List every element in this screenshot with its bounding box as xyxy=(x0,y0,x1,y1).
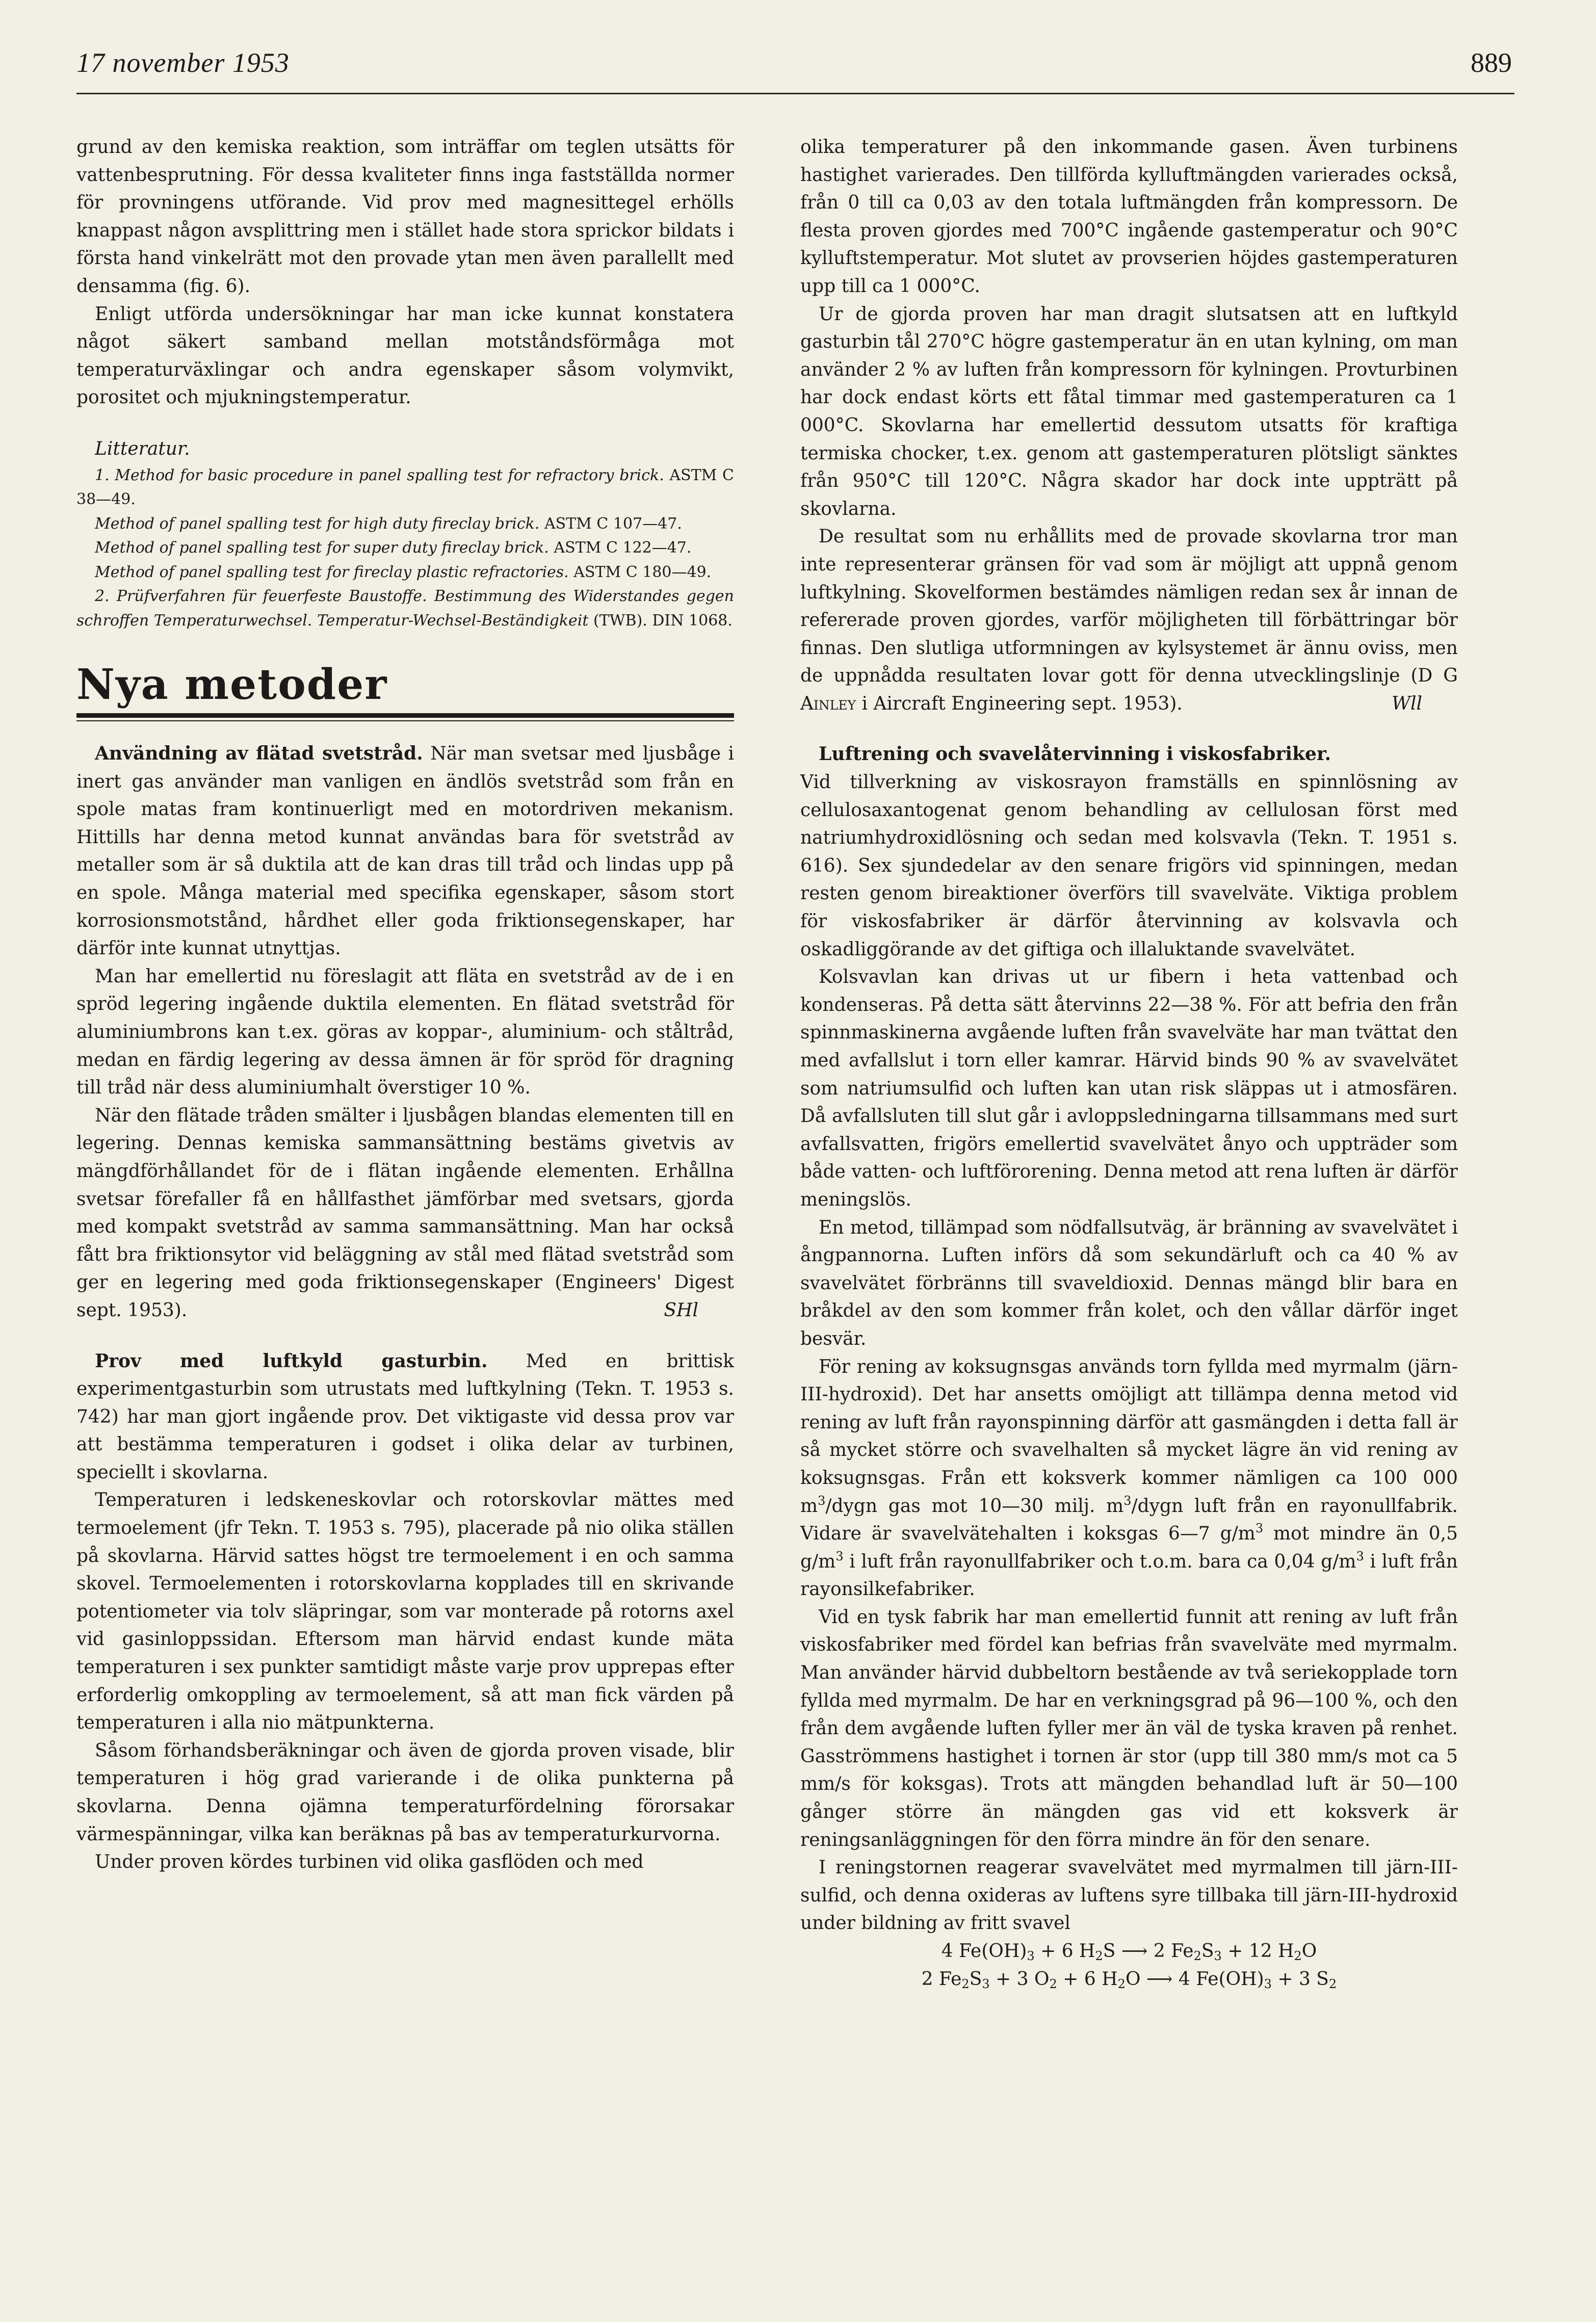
text-run: i luft från rayonullfabriker och t.o.m. bara ca 0,04 g/m xyxy=(843,1551,1356,1572)
paragraph: Kolsvavlan kan drivas ut ur fibern i heta vattenbad och kondenseras. På detta sätt återvinns 22—38 %. För att befria den från spinnmaskinerna avgående luften från svavelväte har man tvättat den med avfallslut i torn eller kamrar. Härvid binds 90 % av svavelvätet som natriumsulfid och luften kan utan risk släppas ut i atmosfären. Då avfallsluten till slut går i avloppsledningarna tillsammans med surt avfallsvatten, frigörs emellertid svavelvätet ånyo och uppträder som både vatten- och luftförorening. Denna metod att rena luften är därför meningslös. xyxy=(800,967,1458,1210)
literature-heading: Litteratur. xyxy=(95,438,190,459)
formula-part: S ⟶ 2 Fe xyxy=(1103,1941,1194,1962)
author-name: Ainley xyxy=(800,693,856,714)
reference-title: Method of panel spalling test for super duty fireclay brick. xyxy=(95,539,549,557)
subscript: 2 xyxy=(1193,1949,1201,1963)
article-text: i Aircraft Engineering sept. 1953). xyxy=(861,693,1183,714)
formula-part: + 3 O xyxy=(989,1968,1050,1990)
subscript: 2 xyxy=(1049,1976,1057,1991)
superscript: 3 xyxy=(1255,1521,1264,1536)
paragraph xyxy=(800,1353,1458,1604)
formula-part: + 6 H xyxy=(1057,1968,1118,1990)
article-paragraph xyxy=(76,740,734,963)
article-paragraph xyxy=(800,740,1458,769)
reference-item xyxy=(76,560,734,585)
paragraph: grund av den kemiska reaktion, som inträffar om teglen utsätts för vattenbesprutning. För dessa kvaliteter finns inga fastställda normer för provningens utförande. Vid prov med magnesittegel erhölls knappast någon avsplittring men i stället hade stora sprickor bildats i första hand vinkelrätt mot den provade ytan men även parallellt med densamma (fig. 6). xyxy=(76,137,734,297)
text-run: mot mindre än 0,5 g/m xyxy=(800,1523,1458,1572)
formula-part: + 6 H xyxy=(1034,1941,1095,1962)
paragraph: Man har emellertid nu föreslagit att fläta en svetstråd av de i en spröd legering ingående duktila elementen. En flätad svetstråd för aluminiumbrons kan t.ex. göras av koppar-, aluminium- och ståltråd, medan en färdig legering av dessa ämnen är för spröd för dragning till tråd när dess aluminiumhalt överstiger 10 %. xyxy=(76,966,734,1099)
paragraph: Enligt utförda undersökningar har man icke kunnat konstatera något säkert samband mellan motståndsförmåga mot temperaturväxlingar och andra egenskaper såsom volymvikt, porositet och mjukningstemperatur. xyxy=(76,303,734,408)
article-text: När den flätade tråden smälter i ljusbågen blandas elementen till en legering. Dennas kemiska sammansättning bestäms givetvis av mängdförhållandet för de i flätan ingående elementen. Erhållna svetsar förefaller få en hållfasthet jämförbar med svetsars, gjorda med kompakt svetstråd av samma sammansättning. Man har också fått bra friktionsytor vid beläggning av stål med flätad svetstråd som ger en legering med goda friktionsegenskaper (Engineers' Digest sept. 1953). xyxy=(76,1105,734,1321)
subscript: 2 xyxy=(1328,1976,1337,1991)
reference-code: (TWB). DIN 1068. xyxy=(593,611,732,630)
article-heading: Luftrening och svavelåtervinning i viskosfabriker. xyxy=(819,743,1331,765)
section-rule-thick xyxy=(76,713,734,718)
paragraph: Vid tillverkning av viskosrayon framställs en spinnlösning av cellulosaxantogenat genom behandling av cellulosan först med natriumhydroxidlösning och sedan med kolsvavla (Tekn. T. 1951 s. 616). Sex sjundedelar av den senare frigörs vid spinningen, medan resten genom bireaktioner överförs till svavelväte. Viktiga problem för viskosfabriker är därför återvinning av kolsvavla och oskadliggörande av det giftiga och illaluktande svavelvätet. xyxy=(800,772,1458,960)
reference-code: ASTM C 122—47. xyxy=(554,539,692,557)
author-signature: Wll xyxy=(1391,693,1422,714)
header-rule xyxy=(76,93,1514,94)
reference-code: ASTM C 107—47. xyxy=(544,514,682,533)
formula-part: S xyxy=(969,1968,982,1990)
formula-part: 2 Fe xyxy=(921,1968,962,1990)
text-run: i luft från rayonsilkefabriker. xyxy=(800,1551,1458,1600)
text-run: /dygn gas mot 10—30 milj. m xyxy=(825,1495,1124,1517)
superscript: 3 xyxy=(835,1549,844,1563)
paragraph: Temperaturen i ledskeneskovlar och rotorskovlar mättes med termoelement (jfr Tekn. T. 1953 s. 795), placerade på nio olika ställen på skovlarna. Härvid sattes högst tre termoelement i en och samma skovel. Termoelementen i rotorskovlarna kopplades till en skrivande potentiometer via tolv släpringar, som var monterade på rotorns axel vid gasinloppssidan. Eftersom man härvid endast kunde mäta temperaturen i sex punkter samtidigt måste varje prov upprepas efter erforderlig omkoppling av termoelement, så att man fick värden på temperaturen i alla nio mätpunkterna. xyxy=(76,1490,734,1734)
subscript: 3 xyxy=(1027,1949,1035,1963)
subscript: 3 xyxy=(982,1976,990,1991)
paragraph: En metod, tillämpad som nödfallsutväg, är bränning av svavelvätet i ångpannorna. Luften införs då som sekundärluft och ca 40 % av svavelvätet förbränns till svaveldioxid. Dennas mängd blir bara en bråkdel av den som kommer från kolet, och den vållar därför inget besvär. xyxy=(800,1217,1458,1349)
formula-part: S xyxy=(1201,1941,1214,1962)
section-rule-thin xyxy=(76,720,734,721)
reference-item xyxy=(76,584,734,633)
reference-title: Method of panel spalling test for high duty fireclay brick. xyxy=(95,514,540,533)
formula-part: + 12 H xyxy=(1221,1941,1294,1962)
formula-part: O ⟶ 4 Fe(OH) xyxy=(1125,1968,1264,1990)
article-text: När man svetsar med ljusbåge i inert gas använder man vanligen en ändlös svetstråd som från en spole matas fram kontinuerligt med en motordriven mekanism. Hittills har denna metod kunnat användas bara för svetstråd av metaller som är så duktila att de kan dras till tråd och lindas upp på en spole. Många material med specifika egenskaper, såsom stort korrosionsmotstånd, hårdhet eller goda friktionsegenskaper, har därför inte kunnat utnyttjas. xyxy=(76,743,734,959)
reference-title: 2. Prüfverfahren für feuerfeste Baustoffe. Bestimmung des Widerstandes gegen schroffen Temperaturwechsel. Temperatur-Wechsel-Beständigkeit xyxy=(76,587,734,630)
reference-code: ASTM C 38—49. xyxy=(76,466,734,509)
chemical-equation-1 xyxy=(800,1938,1458,1966)
formula-part: + 3 S xyxy=(1271,1968,1329,1990)
article-paragraph xyxy=(76,1347,734,1487)
chemical-equation-2 xyxy=(800,1966,1458,1994)
subscript: 3 xyxy=(1264,1976,1272,1991)
formula-part: 4 Fe(OH) xyxy=(941,1941,1027,1962)
page-number: 889 xyxy=(1471,47,1512,78)
text-run: /dygn luft från en rayonullfabrik. Vidare är svavelvätehalten i koksgas 6—7 g/m xyxy=(800,1495,1458,1545)
formula-part: O xyxy=(1301,1941,1317,1962)
subscript: 2 xyxy=(1294,1949,1302,1963)
text-run: För rening av koksugnsgas används torn fyllda med myrmalm (järn-III-hydroxid). Det har ansetts omöjligt att tillämpa denna metod vid rening av luft från rayonspinning därför att gasmängden i detta fall är så mycket större och svavelhalten så mycket lägre än vid rening av koksugnsgas. Från ett koksverk kommer nämligen ca 100 000 m xyxy=(800,1356,1458,1517)
reference-title: 1. Method for basic procedure in panel spalling test for refractory brick. xyxy=(95,466,664,484)
paragraph: Vid en tysk fabrik har man emellertid funnit att rening av luft från viskosfabriker med fördel kan befrias från svavelväte med myrmalm. Man använder härvid dubbeltorn bestående av två seriekopplade torn fyllda med myrmalm. De har en verkningsgrad på 96—100 %, och den från dem avgående luften fyller mer än väl de tyska kraven på renhet. Gasströmmens hastighet i tornen är stor (upp till 380 mm/s mot ca 5 mm/s för koksgas). Trots att mängden behandlad luft är 50—100 gånger större än mängden gas vid ett koksverk är reningsanläggningen för den förra mindre än för den senare. xyxy=(800,1606,1458,1850)
reference-code: ASTM C 180—49. xyxy=(573,563,712,581)
paragraph: Ur de gjorda proven har man dragit slutsatsen att en luftkyld gasturbin tål 270°C högre gastemperatur än en utan kylning, om man använder 2 % av luften från kompressorn för kylningen. Provturbinen har dock endast körts ett fåtal timmar med gastemperaturen ca 1 000°C. Skovlarna har emellertid dessutom utsatts för kraftiga termiska chocker, t.ex. genom att gastemperaturen plötsligt sänktes från 950°C till 120°C. Några skador har dock inte uppträtt på skovlarna. xyxy=(800,303,1458,519)
superscript: 3 xyxy=(818,1493,826,1508)
reference-item xyxy=(76,463,734,512)
paragraph xyxy=(76,1102,734,1325)
issue-date: 17 november 1953 xyxy=(76,47,290,78)
article-heading: Prov med luftkyld gasturbin. xyxy=(95,1350,488,1372)
article-text: Med en brittisk experimentgasturbin som utrustats med luftkylning (Tekn. T. 1953 s. 742) har man gjort ingående prov. Det viktigaste vid dessa prov var att bestämma temperaturen i godset i olika delar av turbinen, speciellt i skovlarna. xyxy=(76,1350,735,1483)
paragraph: Såsom förhandsberäkningar och även de gjorda proven visade, blir temperaturen i hög grad varierande i de olika punkterna på skovlarna. Denna ojämna temperaturfördelning förorsakar värmespänningar, vilka kan beräknas på bas av temperaturkurvorna. xyxy=(76,1740,734,1845)
reference-list xyxy=(76,463,734,633)
paragraph: olika temperaturer på den inkommande gasen. Även turbinens hastighet varierades. Den tillförda kylluftmängden varierades också, från 0 till ca 0,03 av den totala luftmängden från kompressorn. De flesta proven gjordes med 700°C ingående gastemperatur och 90°C kylluftstemperatur. Mot slutet av provserien höjdes gastemperaturen upp till ca 1 000°C. xyxy=(800,137,1458,297)
paragraph xyxy=(800,523,1458,718)
reference-item xyxy=(76,536,734,560)
subscript: 3 xyxy=(1214,1949,1222,1963)
paragraph: I reningstornen reagerar svavelvätet med myrmalmen till järn-III-sulfid, och denna oxideras av luftens syre tillbaka till järn-III-hydroxid under bildning av fritt svavel xyxy=(800,1857,1458,1934)
reference-title: Method of panel spalling test for fireclay plastic refractories. xyxy=(95,563,569,581)
superscript: 3 xyxy=(1356,1549,1364,1563)
subscript: 2 xyxy=(961,1976,970,1991)
author-signature: SHl xyxy=(664,1299,698,1321)
section-title: Nya metoder xyxy=(76,660,388,710)
reference-item xyxy=(76,512,734,536)
right-column xyxy=(800,134,1458,1993)
subscript: 2 xyxy=(1095,1949,1103,1963)
left-column xyxy=(76,134,734,1876)
subscript: 2 xyxy=(1117,1976,1126,1991)
article-text: De resultat som nu erhållits med de provade skovlarna tror man inte representerar gränsen för vad som är möjligt att uppnå genom luftkylning. Skovelformen bestämdes nämligen redan sex år innan de refererade proven gjordes, varför möjligheten till förbättringar bör finnas. Den slutliga utformningen av kylsystemet är ännu oviss, men de uppnådda resultaten lovar gott för denna utvecklingslinje (D G xyxy=(800,526,1458,687)
superscript: 3 xyxy=(1123,1493,1132,1508)
article-heading: Användning av flätad svetstråd. xyxy=(95,743,423,765)
paragraph: Under proven kördes turbinen vid olika gasflöden och med xyxy=(95,1851,644,1873)
